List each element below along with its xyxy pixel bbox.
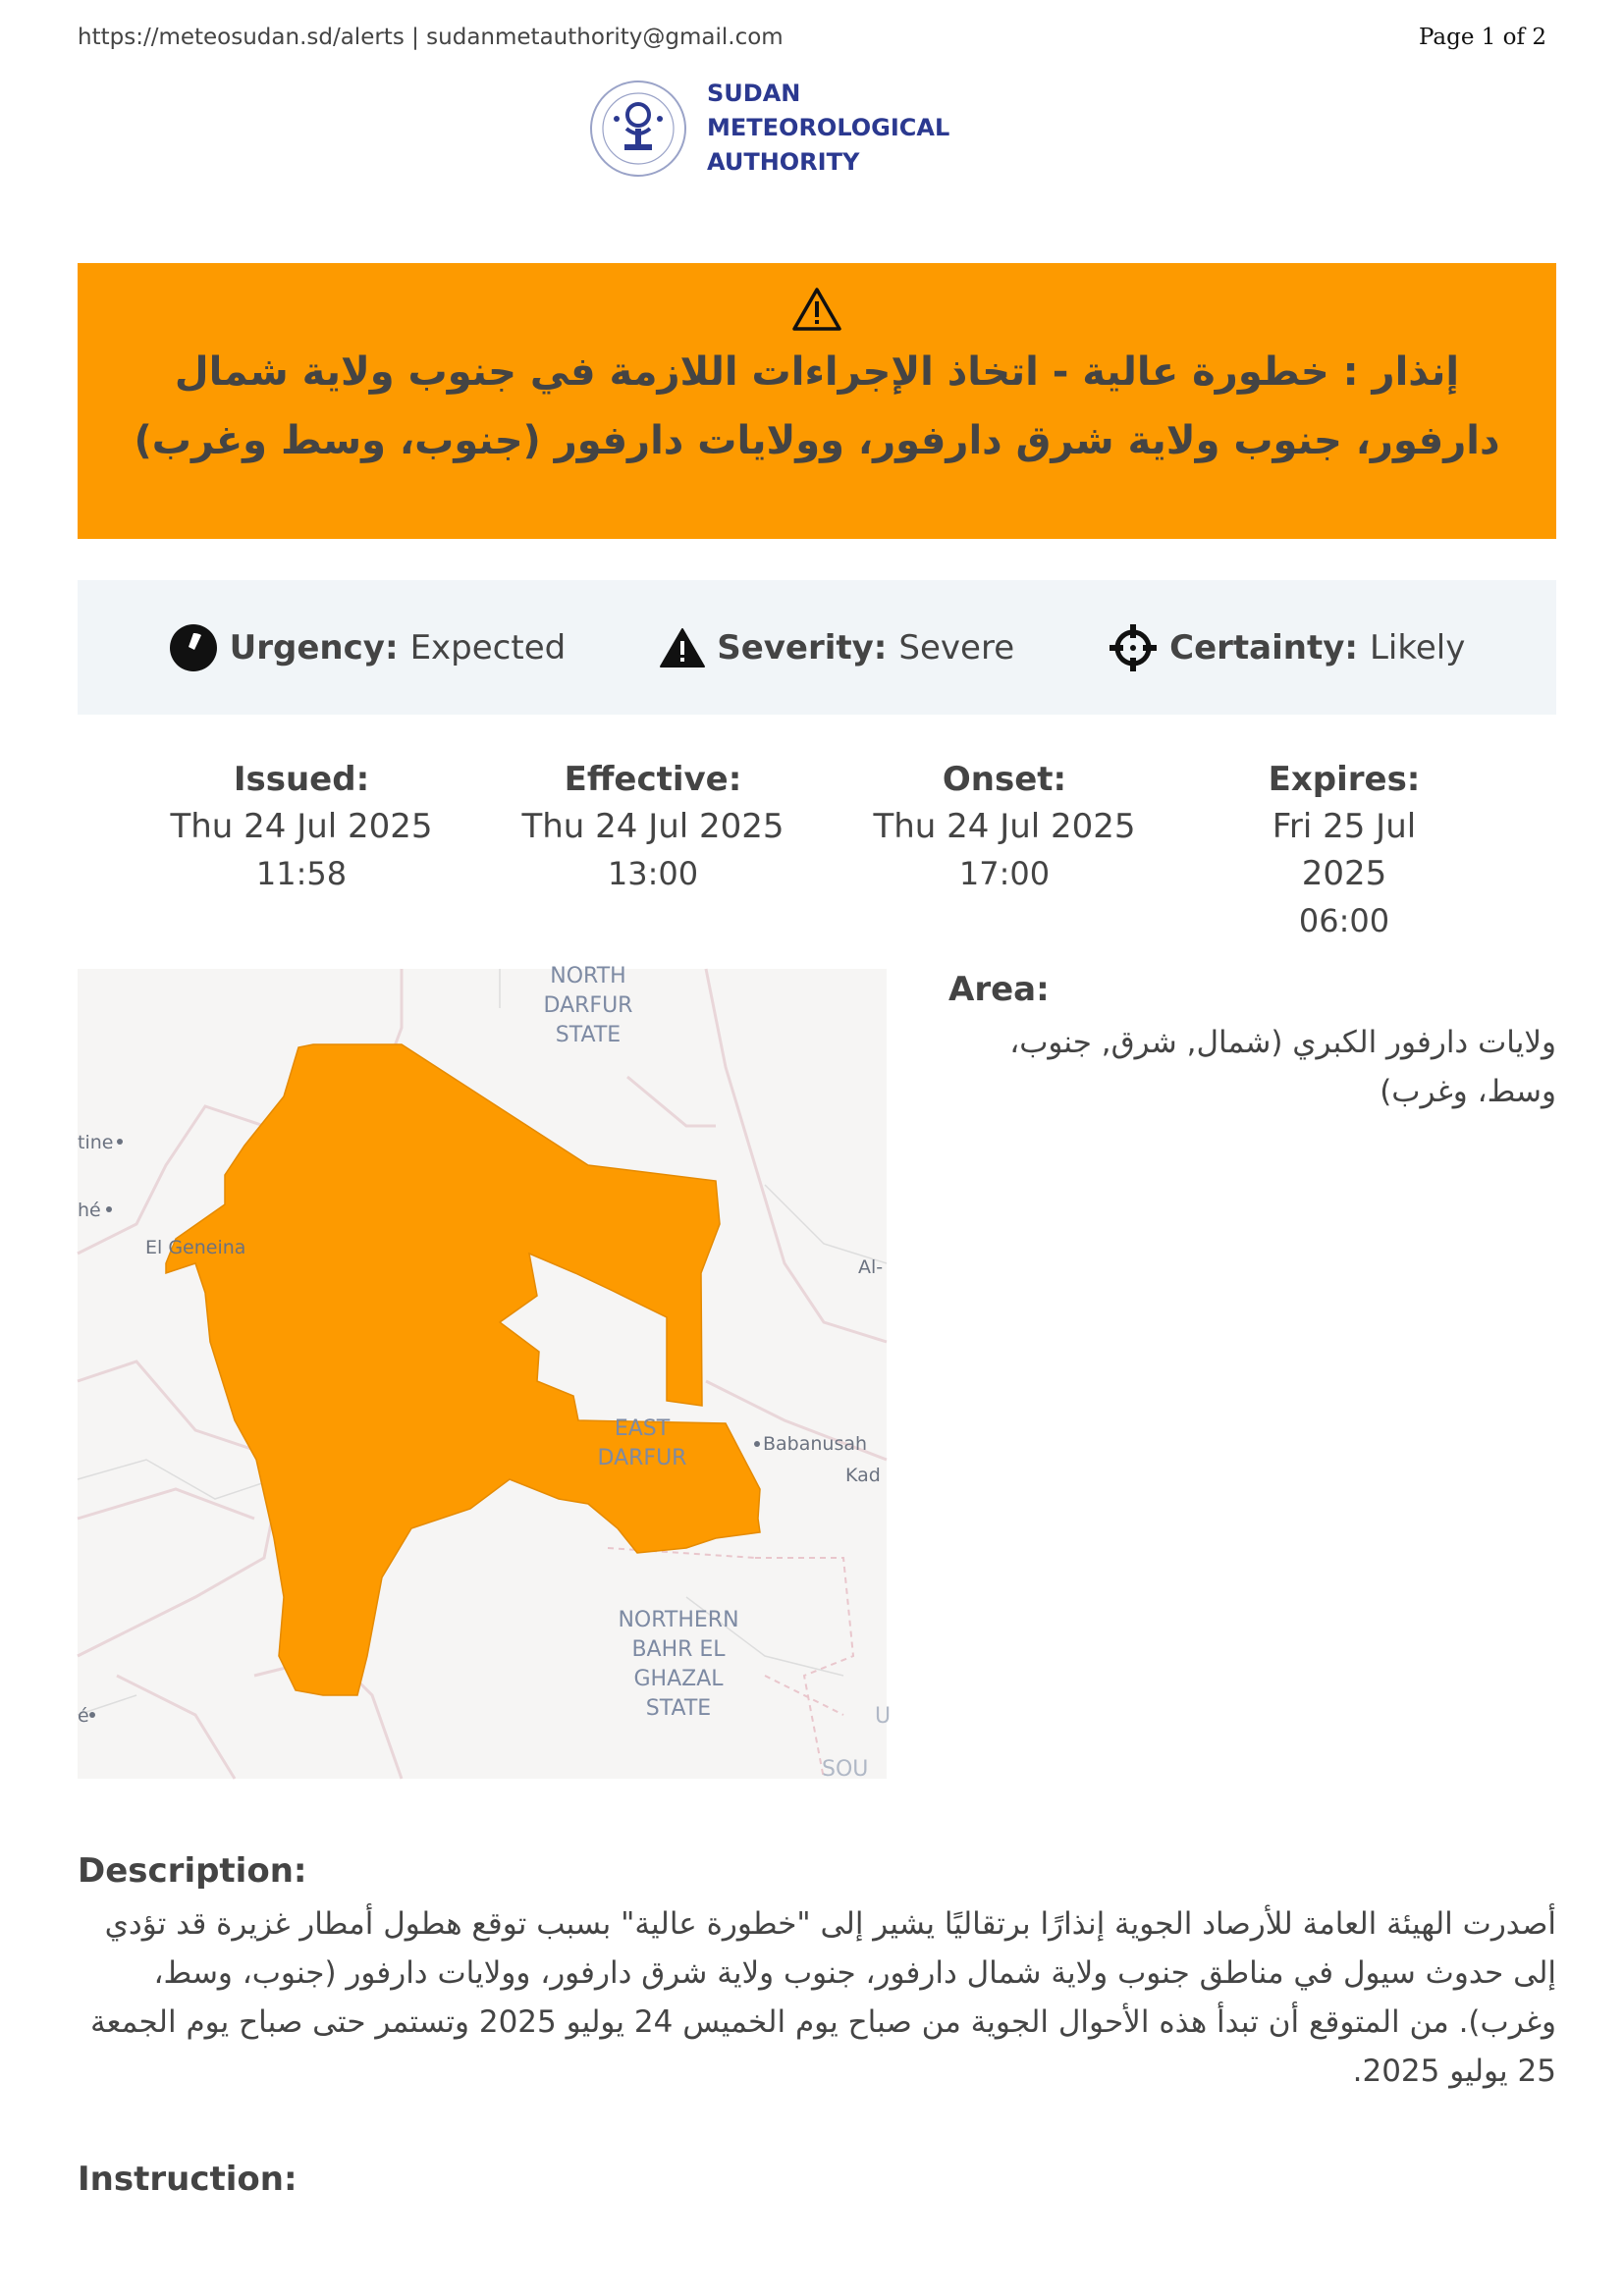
severity-value: Severe: [898, 627, 1015, 667]
map-label-north-darfur-3: STATE: [555, 1023, 622, 1047]
effective-date: [521, 756, 784, 897]
urgency-value: Expected: [409, 627, 567, 667]
expires-day: Fri 25 Jul 2025: [1272, 807, 1417, 893]
effective-day: Thu 24 Jul 2025: [521, 807, 785, 846]
sma-logo: [589, 77, 949, 180]
effective-label: Effective:: [564, 760, 742, 799]
warning-icon: [660, 627, 705, 668]
map-label-sou: SOU: [822, 1757, 869, 1782]
map-label-nbg-4: STATE: [645, 1696, 712, 1721]
alert-title: إنذار : خطورة عالية - اتخاذ الإجراءات اللازمة في جنوب ولاية شمال دارفور، جنوب ولاية شرق دارفور، وولايات دارفور (جنوب، وسط وغرب): [134, 349, 1500, 463]
area-label: Area:: [948, 970, 1050, 1009]
effective-time: 13:00: [607, 855, 699, 892]
expires-date: [1238, 756, 1450, 944]
map-label-east-darfur-1: EAST: [614, 1416, 671, 1441]
status-bar: [78, 580, 1556, 715]
expires-label: Expires:: [1268, 760, 1421, 799]
area-value: ولايات دارفور الكبري (شمال, شرق, جنوب، وسط، وغرب): [1009, 1025, 1556, 1109]
header-url-line: https://meteosudan.sd/alerts | sudanmetauthority@gmail.com: [78, 25, 784, 50]
description-label: Description:: [78, 1851, 307, 1891]
issued-label: Issued:: [233, 760, 370, 799]
instruction-label: Instruction:: [78, 2160, 298, 2199]
crosshair-icon: [1109, 623, 1158, 672]
issued-day: Thu 24 Jul 2025: [170, 807, 433, 846]
severity-item: [660, 627, 1014, 668]
map-label-nbg-3: GHAZAL: [633, 1667, 724, 1691]
description-text: أصدرت الهيئة العامة للأرصاد الجوية إنذارًا برتقاليًا يشير إلى "خطورة عالية" بسبب توقع هطول أمطار غزيرة قد تؤدي إلى حدوث سيول في مناطق جنوب ولاية شمال دارفور، جنوب ولاية شرق دارفور، وولايات دارفور (جنوب، وسط، وغرب). من المتوقع أن تبدأ هذه الأحوال الجوية من صباح يوم الخميس 24 يوليو 2025 وتستمر حتى صباح يوم الجمعة 25 يوليو 2025.: [90, 1906, 1556, 2089]
map-label-north-darfur-2: DARFUR: [543, 993, 633, 1018]
map-label-he: hé: [78, 1200, 101, 1221]
map-label-babanusah: Babanusah: [763, 1433, 868, 1455]
map-label-u: U: [875, 1704, 892, 1729]
description-section: [78, 1848, 1556, 2096]
certainty-item: [1109, 623, 1465, 672]
map-label-el-geneina: El Geneina: [145, 1237, 246, 1258]
urgency-label: Urgency:: [229, 627, 399, 667]
onset-label: Onset:: [942, 760, 1067, 799]
onset-date: [873, 756, 1135, 897]
alert-map: [78, 964, 892, 1782]
logo-line-2: METEOROLOGICAL: [707, 114, 950, 141]
expires-time: 06:00: [1298, 902, 1390, 939]
issued-date: [170, 756, 432, 897]
urgency-item: [169, 623, 567, 672]
onset-time: 17:00: [958, 855, 1051, 892]
map-label-nbg-2: BAHR EL: [631, 1637, 726, 1662]
instruction-section: [78, 2157, 298, 2202]
certainty-label: Certainty:: [1169, 627, 1358, 667]
map-dashed-borders: [608, 1548, 853, 1779]
map-label-east-darfur-2: DARFUR: [597, 1446, 687, 1470]
logo-line-1: SUDAN: [707, 80, 801, 107]
map-label-kad: Kad: [845, 1465, 881, 1486]
logo-line-3: AUTHORITY: [707, 148, 860, 176]
warning-triangle-icon: [791, 287, 842, 332]
logo-wordmark: [707, 77, 949, 180]
sma-seal-icon: [589, 80, 687, 178]
clock-icon: [169, 623, 218, 672]
onset-day: Thu 24 Jul 2025: [873, 807, 1136, 846]
page-number: Page 1 of 2: [1418, 25, 1546, 50]
certainty-value: Likely: [1369, 627, 1466, 667]
severity-label: Severity:: [717, 627, 888, 667]
area-section: [948, 967, 1556, 1116]
alert-banner: [78, 263, 1556, 539]
warning-region-polygon: [166, 1044, 760, 1695]
map-label-tine: tine: [78, 1132, 114, 1153]
issued-time: 11:58: [255, 855, 348, 892]
map-canvas: [78, 964, 892, 1782]
map-label-al: Al-: [858, 1256, 884, 1278]
map-label-nbg-1: NORTHERN: [618, 1608, 739, 1632]
map-label-north-darfur-1: NORTH: [550, 964, 626, 988]
alert-dates: [78, 756, 1556, 939]
map-label-e-small: é: [78, 1705, 89, 1727]
